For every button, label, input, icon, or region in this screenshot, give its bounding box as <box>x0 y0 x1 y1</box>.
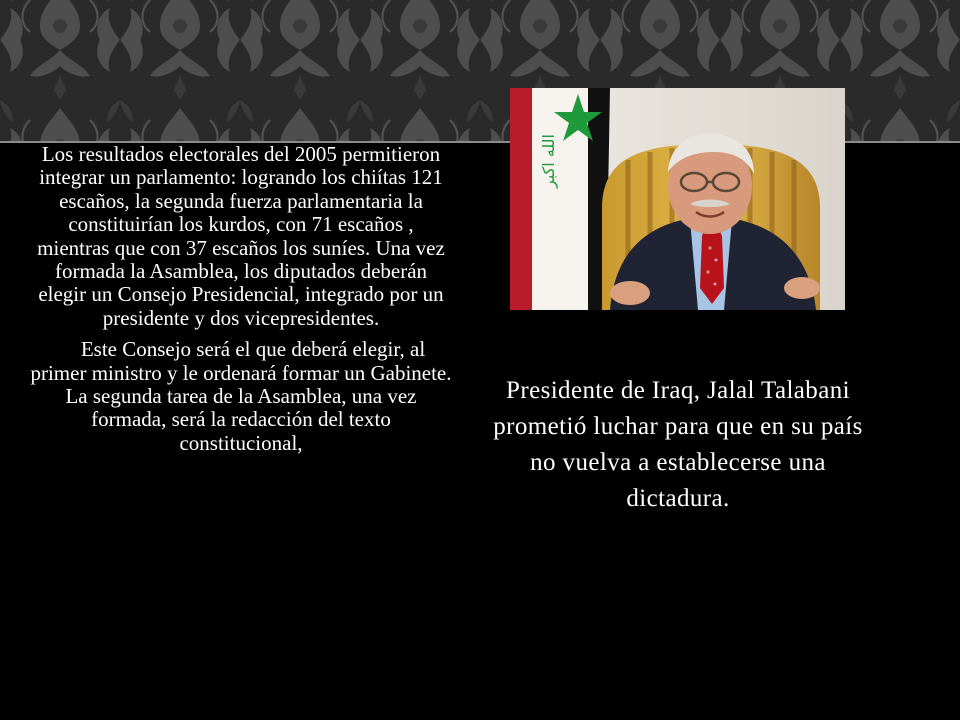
body-text-block <box>30 143 452 455</box>
iraqi-flag <box>510 88 610 310</box>
flag-script: الله اكبر <box>539 134 558 188</box>
president-photo <box>510 88 845 310</box>
body-paragraph-2: Este Consejo será el que deberá elegir, al primer ministro y le ordenará formar un Gabinete. La segunda tarea de la Asamblea, una vez formada, será la redacción del texto constitucional, <box>30 337 452 455</box>
body-paragraph-1: Los resultados electorales del 2005 permitieron integrar un parlamento: logrando los chiítas 121 escaños, la segunda fuerza parlamentaria la constituirían los kurdos, con 71 escaños , mientras que con 37 escaños los suníes. Una vez formada la Asamblea, los diputados deberán elegir un Consejo Presidencial, integrado por un presidente y dos vicepresidentes. <box>37 142 445 330</box>
photo-caption: Presidente de Iraq, Jalal Talabani prometió luchar para que en su país no vuelva a establecerse una dictadura. <box>493 377 863 512</box>
president-photo-image <box>510 88 845 310</box>
